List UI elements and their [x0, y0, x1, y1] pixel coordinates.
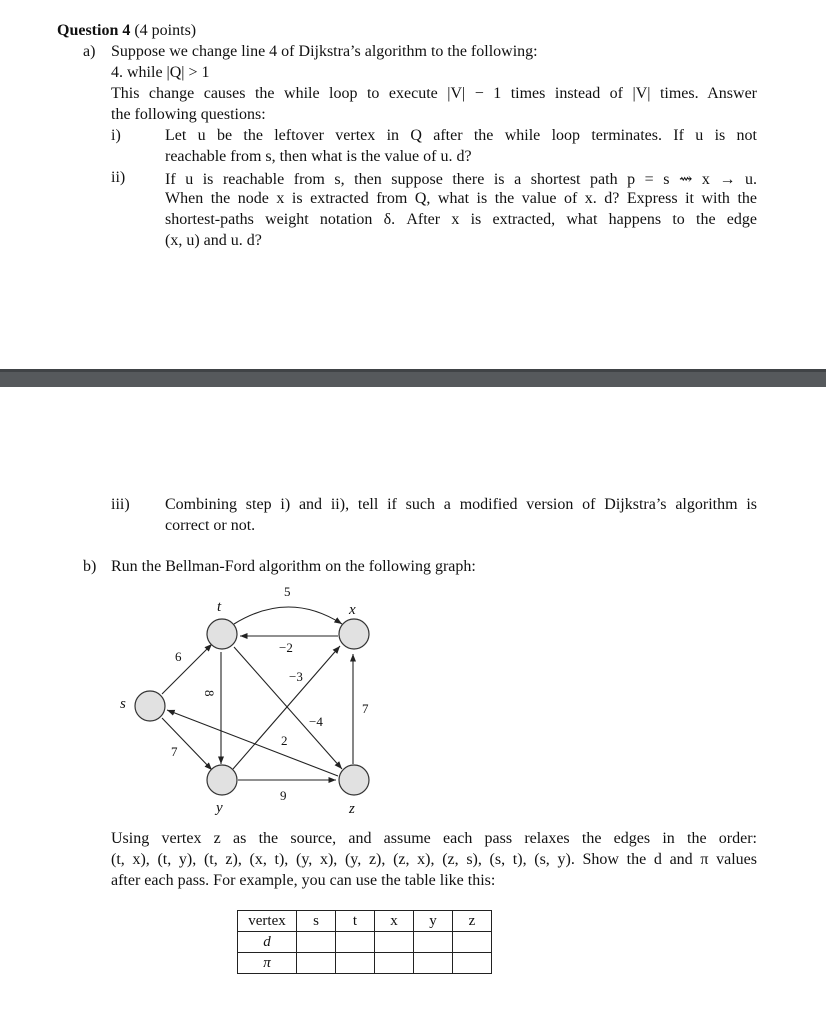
node-x — [339, 619, 369, 649]
cell-pi-s — [297, 953, 336, 974]
edge-t-z — [234, 647, 342, 769]
part-b-label: b) — [83, 558, 97, 575]
weight-y-x: −3 — [289, 669, 303, 684]
instruction-line1: Using vertex z as the source, and assume each pass relaxes the edges in the order: — [111, 830, 757, 847]
item-i-label: i) — [111, 127, 121, 144]
question-points: (4 points) — [134, 22, 197, 39]
item-ii-line4: (x, u) and u. d? — [165, 232, 262, 249]
node-z — [339, 765, 369, 795]
example-table — [237, 910, 492, 974]
header-z: z — [453, 911, 492, 932]
weight-z-s: 2 — [281, 733, 288, 748]
edge-s-t — [162, 644, 212, 694]
header-t: t — [336, 911, 375, 932]
label-node-y: y — [216, 800, 223, 816]
item-iii-line2: correct or not. — [165, 517, 256, 534]
header-vertex: vertex — [238, 911, 297, 932]
cell-d-t — [336, 932, 375, 953]
cell-d-s — [297, 932, 336, 953]
edge-s-y — [162, 718, 212, 770]
weight-y-z: 9 — [280, 788, 287, 803]
item-ii-line1: If u is reachable from s, then suppose there is a shortest path p = s ⇝ x → u. — [165, 171, 757, 188]
part-a-desc-line2: the following questions: — [111, 106, 266, 123]
row-label-pi: π — [238, 953, 297, 974]
header-x: x — [375, 911, 414, 932]
part-a-intro: Suppose we change line 4 of Dijkstra’s algorithm to the following: — [111, 43, 538, 60]
node-s — [135, 691, 165, 721]
node-y — [207, 765, 237, 795]
item-ii-line2: When the node x is extracted from Q, what is the value of x. d? Express it with the — [165, 190, 757, 207]
table-header-row — [238, 911, 492, 932]
item-iii-line1: Combining step i) and ii), tell if such a modified version of Dijkstra’s algorithm is — [165, 496, 757, 513]
question-title: Question 4 — [57, 22, 131, 39]
weight-z-x: 7 — [362, 701, 369, 716]
label-node-z: z — [349, 801, 355, 817]
part-b-intro: Run the Bellman-Ford algorithm on the following graph: — [111, 558, 476, 575]
item-iii-label: iii) — [111, 496, 130, 513]
cell-pi-z — [453, 953, 492, 974]
cell-d-x — [375, 932, 414, 953]
item-i-line1: Let u be the leftover vertex in Q after the while loop terminates. If u is not — [165, 127, 757, 144]
weight-t-y: 8 — [202, 690, 217, 697]
cell-d-z — [453, 932, 492, 953]
row-label-d: d — [238, 932, 297, 953]
table-row-pi — [238, 953, 492, 974]
weight-x-t: −2 — [279, 640, 293, 655]
item-ii-line3: shortest-paths weight notation δ. After x is extracted, what happens to the edge — [165, 211, 757, 228]
weight-t-z: −4 — [309, 714, 323, 729]
part-a-desc-line1: This change causes the while loop to execute |V| − 1 times instead of |V| times. Answer — [111, 85, 757, 102]
header-s: s — [297, 911, 336, 932]
code-line: 4. while |Q| > 1 — [111, 64, 210, 81]
node-t — [207, 619, 237, 649]
label-node-x: x — [349, 602, 356, 618]
item-i-line2: reachable from s, then what is the value of u. d? — [165, 148, 472, 165]
weight-t-x: 5 — [284, 584, 291, 599]
instruction-line2: (t, x), (t, y), (t, z), (x, t), (y, x), (y, z), (z, x), (z, s), (s, t), (s, y). Show the d and π values — [111, 851, 757, 868]
edge-t-x — [234, 607, 342, 624]
label-node-t: t — [217, 599, 222, 615]
weight-s-y: 7 — [171, 744, 178, 759]
header-y: y — [414, 911, 453, 932]
label-node-s: s — [120, 696, 126, 712]
cell-pi-t — [336, 953, 375, 974]
cell-d-y — [414, 932, 453, 953]
part-a-label: a) — [83, 43, 96, 60]
cell-pi-x — [375, 953, 414, 974]
weight-s-t: 6 — [175, 649, 182, 664]
cell-pi-y — [414, 953, 453, 974]
instruction-line3: after each pass. For example, you can use the table like this: — [111, 872, 496, 889]
table-row-d — [238, 932, 492, 953]
item-ii-label: ii) — [111, 169, 126, 186]
